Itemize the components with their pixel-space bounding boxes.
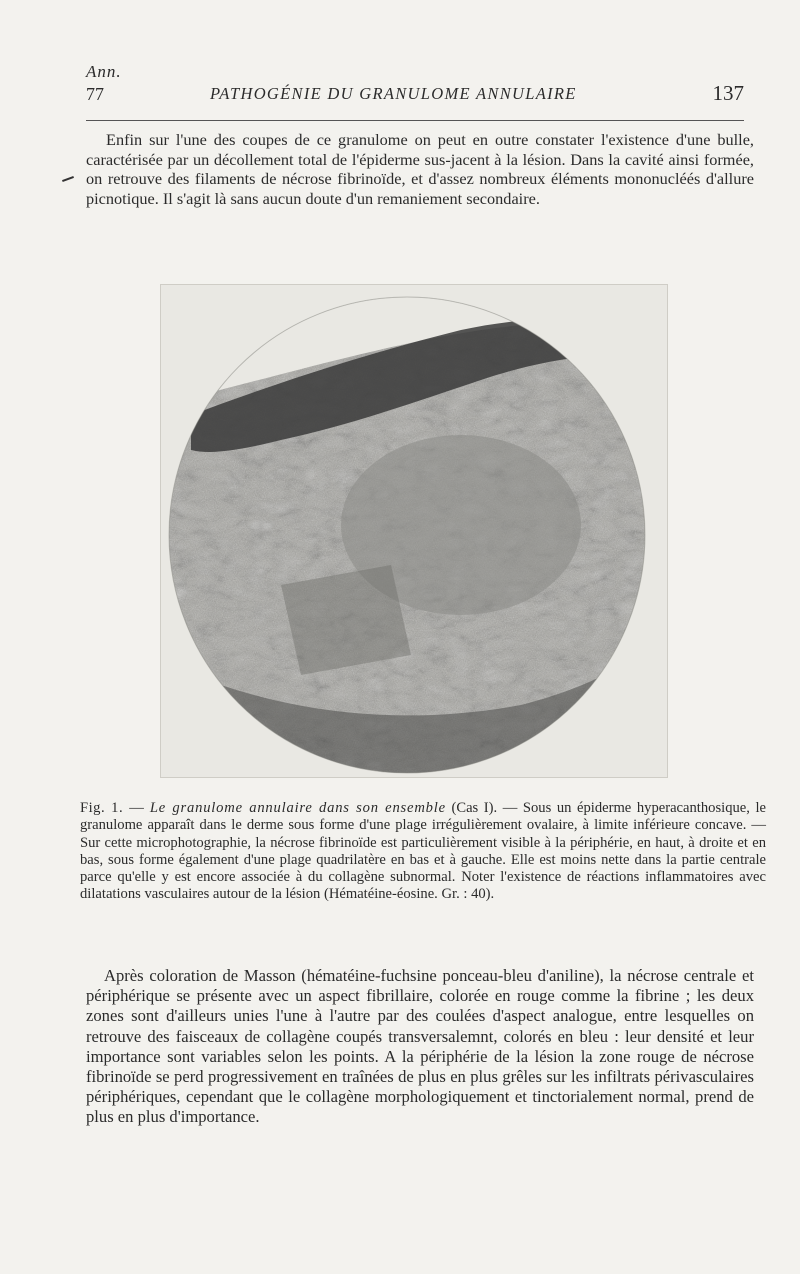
journal-abbreviation: Ann.: [86, 62, 122, 81]
figure-caption-text: (Cas I). — Sous un épiderme hyperacanthosique, le granulome apparaît dans le derme sous forme d'une plage irrégulièrement ovalaire, à limite inférieure concave. — Sur cette microphotographie, la nécrose fibrinoïde est particulièrement visible à la périphérie, en haut, à droite et en bas, sous forme également d'une plage quadrilatère en bas et à gauche. Elle est moins nette dans la partie centrale parce qu'elle y est encore associée à du collagène subnormal. Noter l'existence de réactions inflammatoires avec dilatations vasculaires autour de la lésion (Hématéine-éosine. Gr. : 40).: [80, 800, 767, 903]
figure-caption: [80, 800, 766, 904]
micrograph-figure: [160, 284, 668, 778]
paragraph-bulle: Enfin sur l'une des coupes de ce granulome on peut en outre constater l'existence d'une bulle, caractérisée par un décollement total de l'épiderme sus-jacent à la lésion. Dans la cavité ainsi formée, on retrouve des filaments de nécrose fibrinoïde, et d'assez nombreux éléments mononucléés d'allure picnotique. Il s'agit là sans aucun doute d'un remaniement secondaire.: [86, 130, 754, 208]
journal-volume: 77: [86, 84, 104, 104]
header-divider: [86, 120, 744, 121]
figure-label: Fig. 1. —: [80, 800, 145, 816]
paragraph-masson: Après coloration de Masson (hématéine-fuchsine ponceau-bleu d'aniline), la nécrose centrale et périphérique se présente avec un aspect fibrillaire, colorée en rouge comme la fibrine ; les deux zones sont d'ailleurs unies l'une à l'autre par des coulées d'aspect analogue, entre lesquelles on retrouve des faisceaux de collagène coupés transversalemnt, colorés en bleu : leur densité et leur importance sont variables selon les points. A la périphérie de la lésion la zone rouge de nécrose fibrinoïde se perd progressivement en traînées de plus en plus grêles sur les infiltrats périvasculaires périphériques, cependant que le collagène morphologiquement et tinctorialement normal, prend de plus en plus d'importance.: [86, 966, 754, 1127]
micrograph-image: [161, 285, 667, 777]
figure-title: Le granulome annulaire dans son ensemble: [149, 800, 446, 816]
running-title: PATHOGÉNIE DU GRANULOME ANNULAIRE: [210, 84, 577, 103]
margin-pencil-mark: [62, 176, 74, 182]
page-number: 137: [712, 81, 744, 105]
